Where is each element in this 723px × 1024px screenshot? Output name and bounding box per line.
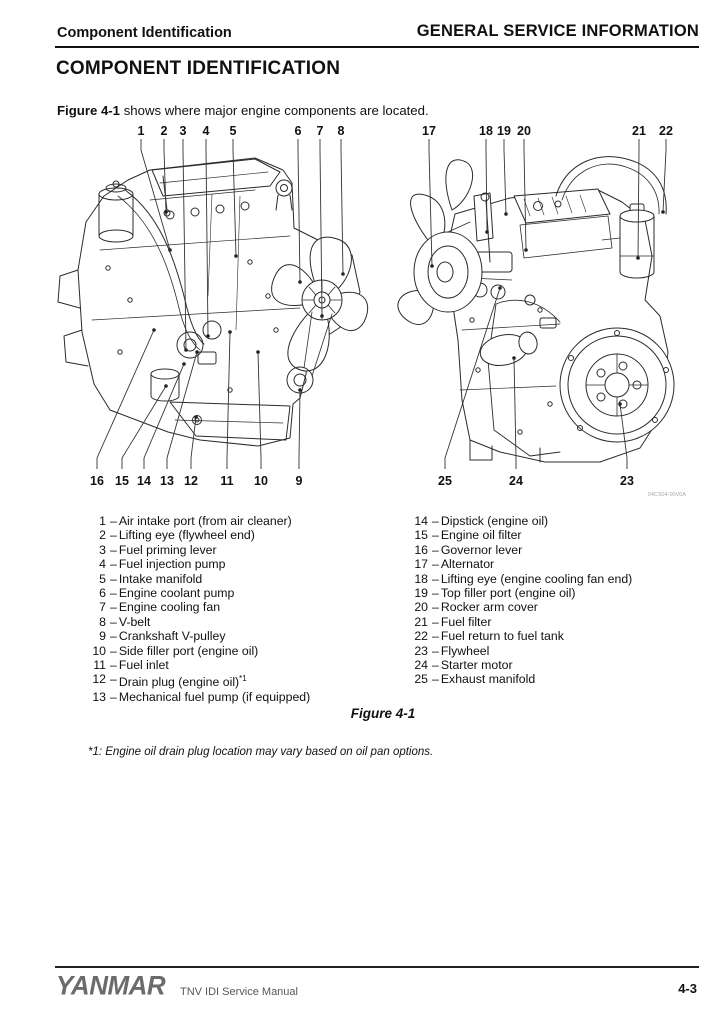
legend-item-6 (88, 586, 398, 600)
legend-item-number: 24 (414, 658, 428, 673)
callout-number-2: 2 (160, 124, 168, 138)
legend-item-number: 11 (93, 658, 106, 673)
callout-leader-16 (97, 330, 154, 458)
callout-dot-4 (206, 334, 210, 338)
legend-item-label: Lifting eye (flywheel end) (118, 528, 255, 543)
yanmar-logo: YANMAR (56, 969, 166, 1001)
footnote: *1: Engine oil drain plug location may vary based on oil pan options. (88, 746, 434, 758)
legend-item-dash: – (110, 614, 117, 629)
legend-item-number: 23 (414, 643, 428, 658)
callout-number-21: 21 (632, 124, 646, 138)
legend-item-16 (410, 543, 710, 557)
callout-number-8: 8 (337, 124, 345, 138)
legend-item-dash: – (110, 514, 117, 528)
legend-item-number: 25 (414, 672, 428, 687)
callout-number-6: 6 (294, 124, 302, 138)
callout-number-4: 4 (202, 124, 210, 138)
callout-dot-25 (498, 286, 502, 290)
callout-number-20: 20 (517, 124, 531, 138)
legend-item-15 (410, 528, 710, 542)
legend-item-number: 9 (99, 629, 106, 644)
callout-number-7: 7 (316, 124, 324, 138)
legend-item-14 (410, 514, 710, 528)
right-engine-illustration (398, 157, 674, 462)
legend-item-dash: – (432, 643, 439, 658)
callout-number-12: 12 (184, 474, 198, 488)
callout-dot-8 (341, 272, 345, 276)
intro-text: shows where major engine components are located. (120, 103, 429, 119)
legend-item-label: Top filler port (engine oil) (440, 586, 576, 601)
legend-item-dash: – (110, 643, 117, 658)
legend-item-18 (410, 572, 710, 586)
legend-item-dash: – (110, 542, 117, 557)
callout-dot-12 (194, 415, 198, 419)
legend-item-dash: – (432, 571, 439, 586)
legend-item-label: Fuel priming lever (118, 542, 217, 557)
left-engine-illustration (58, 158, 368, 446)
callout-leader-2 (164, 150, 166, 212)
legend-item-number: 3 (99, 542, 106, 557)
legend-item-number: 19 (414, 586, 428, 601)
callout-leader-6 (298, 150, 300, 282)
legend-item-dash: – (432, 586, 439, 601)
legend-item-number: 12 (92, 672, 106, 687)
legend-item-dash: – (432, 614, 439, 629)
legend-item-label: Flywheel (440, 643, 490, 658)
legend-item-2 (88, 528, 398, 542)
legend-item-label: Governor lever (440, 542, 523, 557)
legend-item-number: 22 (414, 629, 428, 644)
legend-item-number: 13 (92, 689, 106, 704)
footer-divider (55, 966, 699, 968)
legend-item-dash: – (432, 514, 439, 528)
legend-item-10 (88, 644, 398, 658)
callout-number-13: 13 (160, 474, 174, 488)
legend-item-label: Dipstick (engine oil) (440, 514, 549, 528)
callout-dot-18 (485, 230, 489, 234)
legend-item-label: Fuel filter (440, 614, 492, 629)
header-chapter-title: GENERAL SERVICE INFORMATION (416, 22, 699, 40)
callout-number-18: 18 (479, 124, 493, 138)
callout-leader-14 (144, 364, 184, 458)
legend-item-8 (88, 615, 398, 629)
legend-item-number: 10 (92, 643, 106, 658)
callout-number-17: 17 (422, 124, 436, 138)
legend-item-label: Side filler port (engine oil) (118, 643, 259, 658)
callout-number-5: 5 (229, 124, 237, 138)
legend-item-22 (410, 629, 710, 643)
legend-item-number: 16 (414, 542, 428, 557)
callout-number-3: 3 (179, 124, 187, 138)
callout-dot-24 (512, 356, 516, 360)
legend-item-label: Drain plug (engine oil)$^{*1}$ (118, 674, 247, 690)
callout-dot-7 (320, 314, 324, 318)
figure-4-1-diagram (0, 0, 723, 505)
legend-item-number: 14 (414, 514, 428, 528)
legend-item-number: 8 (99, 614, 106, 629)
callout-leader-11 (227, 332, 230, 458)
callout-dot-20 (524, 248, 528, 252)
legend-item-number: 4 (99, 557, 106, 572)
legend-item-label: Air intake port (from air cleaner) (118, 514, 292, 528)
callout-number-11: 11 (220, 474, 234, 488)
callout-dot-17 (430, 264, 434, 268)
legend-item-label: Engine cooling fan (118, 600, 221, 615)
legend-item-19 (410, 586, 710, 600)
callout-number-1: 1 (137, 124, 145, 138)
legend-item-9 (88, 629, 398, 643)
callout-number-22: 22 (659, 124, 673, 138)
callout-dot-23 (618, 402, 622, 406)
callout-dot-14 (182, 362, 186, 366)
legend-item-label: Alternator (440, 557, 495, 572)
footer-manual-title: TNV IDI Service Manual (180, 986, 298, 998)
callout-leader-3 (183, 150, 186, 350)
legend-item-5 (88, 572, 398, 586)
callout-dot-22 (661, 210, 665, 214)
legend-item-dash: – (432, 600, 439, 615)
legend-item-dash: – (110, 629, 117, 644)
callout-dot-21 (636, 256, 640, 260)
callout-number-10: 10 (254, 474, 268, 488)
legend-column-right (410, 514, 710, 687)
legend-item-dash: – (432, 542, 439, 557)
callout-dot-10 (256, 350, 260, 354)
legend-item-label: Fuel injection pump (118, 557, 226, 572)
legend-item-4 (88, 557, 398, 571)
legend-column-left (88, 514, 398, 704)
callout-leader-19 (504, 150, 506, 214)
callout-number-23: 23 (620, 474, 634, 488)
legend-item-number: 1 (99, 514, 106, 528)
legend-item-3 (88, 543, 398, 557)
callout-number-15: 15 (115, 474, 129, 488)
legend-item-label: Engine oil filter (440, 528, 522, 543)
legend-item-dash: – (110, 571, 117, 586)
figure-caption: Figure 4-1 (350, 706, 416, 721)
footer-page-number: 4-3 (678, 981, 697, 996)
legend-item-dash: – (432, 672, 439, 687)
callout-dot-3 (184, 348, 188, 352)
callout-number-9: 9 (295, 474, 303, 488)
legend-item-label: Starter motor (440, 658, 513, 673)
legend-item-dash: – (432, 557, 439, 572)
callout-dot-6 (298, 280, 302, 284)
legend-item-number: 5 (99, 571, 106, 586)
figure-callouts (90, 124, 673, 488)
callout-leader-9 (299, 390, 300, 458)
header-section-title: Component Identification (57, 25, 232, 41)
callout-dot-5 (234, 254, 238, 258)
legend-item-label: Lifting eye (engine cooling fan end) (440, 571, 633, 586)
legend-item-25 (410, 672, 710, 686)
legend-item-dash: – (110, 528, 117, 543)
callout-leader-21 (638, 150, 639, 258)
legend-item-label: V-belt (118, 614, 151, 629)
legend-item-number: 6 (99, 586, 106, 601)
legend-item-label: Exhaust manifold (440, 672, 536, 687)
legend-item-11 (88, 658, 398, 672)
legend-item-dash: – (432, 629, 439, 644)
callout-dot-13 (195, 350, 199, 354)
legend-item-dash: – (432, 528, 439, 543)
intro-figure-ref: Figure 4-1 (57, 103, 121, 119)
legend-item-number: 20 (414, 600, 428, 615)
legend-item-7 (88, 600, 398, 614)
legend-item-21 (410, 615, 710, 629)
callout-dot-15 (164, 384, 168, 388)
legend-item-dash: – (110, 586, 117, 601)
legend-item-number: 15 (414, 528, 428, 543)
legend-item-label: Crankshaft V-pulley (118, 629, 226, 644)
legend-item-24 (410, 658, 710, 672)
legend-item-20 (410, 600, 710, 614)
legend-item-number: 18 (414, 571, 428, 586)
legend-item-label: Engine coolant pump (118, 586, 235, 601)
callout-number-14: 14 (137, 474, 151, 488)
legend-item-13 (88, 690, 398, 704)
legend-item-dash: – (110, 557, 117, 572)
callout-number-25: 25 (438, 474, 452, 488)
legend-item-dash: – (110, 672, 117, 687)
callout-dot-9 (298, 388, 302, 392)
callout-dot-1 (168, 248, 172, 252)
callout-dot-2 (164, 210, 168, 214)
legend-item-dash: – (110, 600, 117, 615)
callout-leader-25 (445, 288, 500, 458)
figure-watermark-code: 04CS04-00V0A (647, 492, 686, 498)
callout-number-19: 19 (497, 124, 511, 138)
legend-item-label: Rocker arm cover (440, 600, 538, 615)
legend-item-number: 2 (99, 528, 106, 543)
legend-item-footnote-marker: *1 (239, 674, 247, 684)
callout-leader-24 (514, 358, 516, 458)
legend-item-number: 7 (99, 600, 106, 615)
legend-item-dash: – (432, 658, 439, 673)
legend-item-1 (88, 514, 398, 528)
legend-item-label: Mechanical fuel pump (if equipped) (118, 689, 311, 704)
legend-item-label: Fuel inlet (118, 658, 169, 673)
callout-dot-11 (228, 330, 232, 334)
callout-dot-19 (504, 212, 508, 216)
legend-item-label: Intake manifold (118, 571, 203, 586)
legend-item-number: 17 (414, 557, 428, 572)
callout-number-24: 24 (509, 474, 523, 488)
callout-number-16: 16 (90, 474, 104, 488)
legend-item-17 (410, 557, 710, 571)
legend-item-12 (88, 672, 398, 690)
legend-item-23 (410, 644, 710, 658)
legend-item-label: Fuel return to fuel tank (440, 629, 564, 644)
legend-item-number: 21 (414, 614, 428, 629)
page-title: COMPONENT IDENTIFICATION (56, 58, 341, 79)
callout-dot-16 (152, 328, 156, 332)
legend-item-dash: – (110, 658, 117, 673)
legend-item-dash: – (110, 689, 117, 704)
